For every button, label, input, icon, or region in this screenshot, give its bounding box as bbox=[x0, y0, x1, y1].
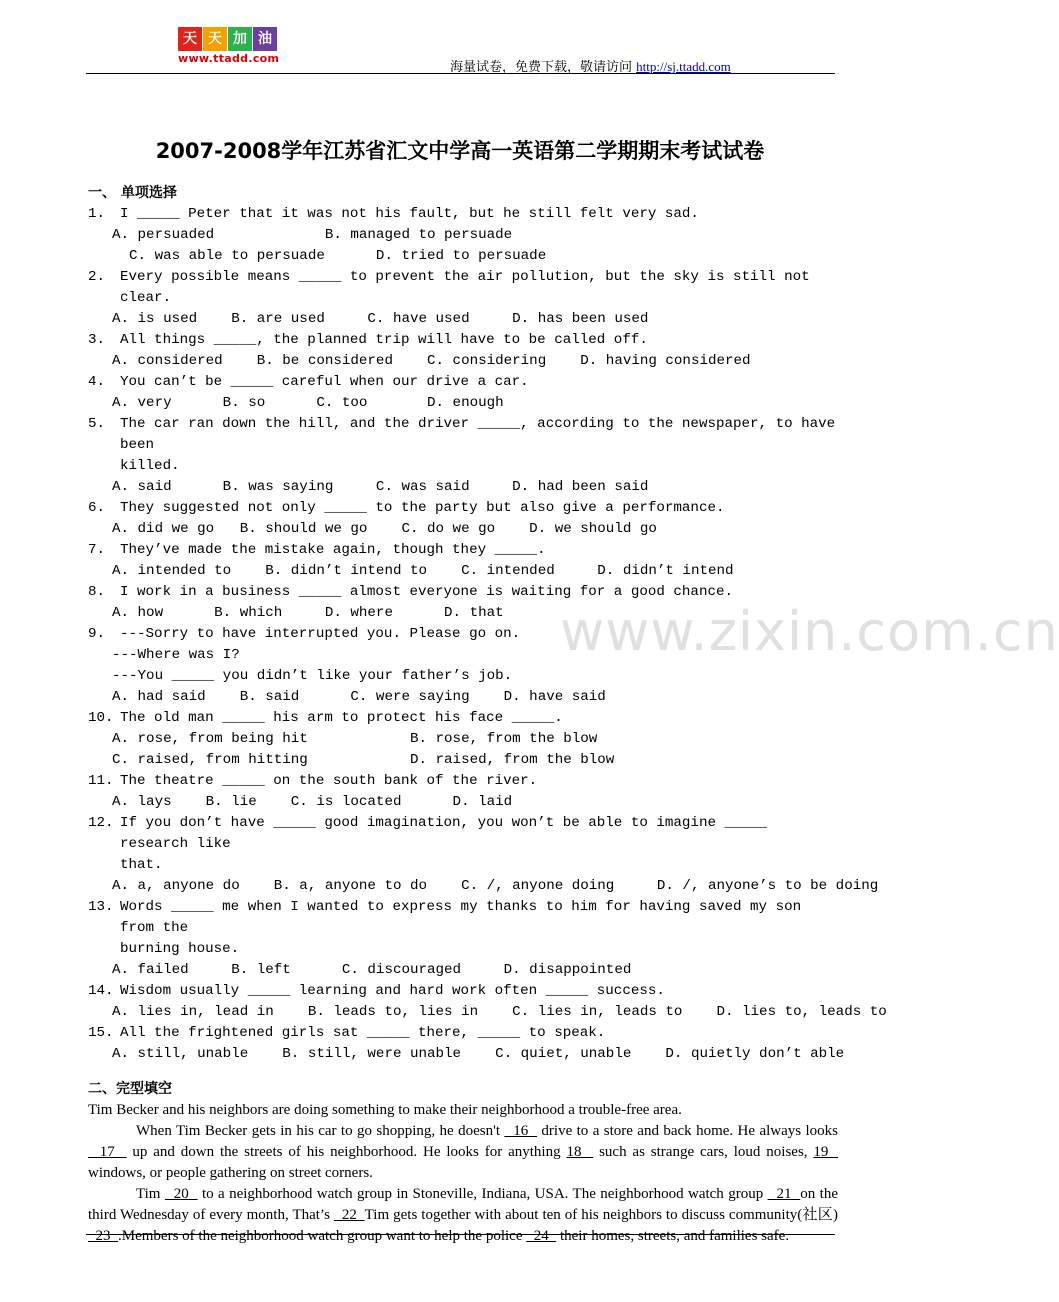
answer-options: A. intended to B. didn’t intend to C. intended D. didn’t intend bbox=[112, 563, 734, 579]
question-number: 5. bbox=[88, 416, 106, 432]
logo-char-1: 天 bbox=[178, 27, 202, 51]
cloze-text: up and down the streets of his neighborhood. He looks for anything bbox=[126, 1144, 567, 1160]
answer-options: A. rose, from being hit B. rose, from the blow bbox=[112, 731, 598, 747]
ttadd-logo[interactable] bbox=[178, 27, 279, 65]
question-number: 8. bbox=[88, 584, 106, 600]
question-text: I work in a business _____ almost everyone is waiting for a good chance. bbox=[120, 584, 733, 600]
question-text: If you don’t have _____ good imagination, you won’t be able to imagine _____ research like bbox=[120, 815, 768, 852]
question-text: The car ran down the hill, and the driver _____, according to the newspaper, to have been bbox=[120, 416, 836, 453]
question-number: 4. bbox=[88, 374, 106, 390]
question-text: Words _____ me when I wanted to express my thanks to him for having saved my son from the bbox=[120, 899, 802, 936]
cloze-text: .Members of the neighborhood watch group want to help the police bbox=[118, 1228, 527, 1244]
answer-options: A. very B. so C. too D. enough bbox=[112, 395, 504, 411]
question-number: 11. bbox=[88, 773, 114, 789]
footer-divider bbox=[86, 1234, 835, 1235]
question-line bbox=[88, 981, 838, 1002]
question-list bbox=[88, 204, 887, 1065]
question-text: that. bbox=[120, 857, 163, 873]
answer-options: C. was able to persuade D. tried to persuade bbox=[112, 248, 547, 264]
answer-options: A. did we go B. should we go C. do we go D. we should go bbox=[112, 521, 657, 537]
cloze-blank: 18 bbox=[566, 1144, 594, 1160]
question-text: The old man _____ his arm to protect his face _____. bbox=[120, 710, 563, 726]
question-line bbox=[88, 204, 838, 225]
cloze-text: Tim bbox=[136, 1186, 165, 1202]
question-line bbox=[88, 624, 838, 645]
question-number: 1. bbox=[88, 206, 106, 222]
question-number: 2. bbox=[88, 269, 106, 285]
question-number: 6. bbox=[88, 500, 106, 516]
question-line bbox=[88, 771, 838, 792]
cloze-intro: Tim Becker and his neighbors are doing something to make their neighborhood a trouble-free area. bbox=[88, 1102, 682, 1118]
question-number bbox=[88, 855, 120, 876]
answer-options: A. failed B. left C. discouraged D. disappointed bbox=[112, 962, 632, 978]
question-text: The theatre _____ on the south bank of the river. bbox=[120, 773, 538, 789]
cloze-blank: 16 bbox=[504, 1123, 537, 1139]
cloze-text: on the third Wednesday of every month, That’s bbox=[88, 1186, 838, 1223]
question-line bbox=[88, 414, 838, 456]
question-text: You can’t be _____ careful when our drive a car. bbox=[120, 374, 529, 390]
question-line bbox=[88, 330, 838, 351]
question-text: Wisdom usually _____ learning and hard work often _____ success. bbox=[120, 983, 665, 999]
header-divider bbox=[86, 73, 835, 74]
cloze-blank: 24 bbox=[526, 1228, 557, 1244]
answer-options: A. a, anyone do B. a, anyone to do C. /, anyone doing D. /, anyone’s to be doing bbox=[112, 878, 879, 894]
cloze-text: Tim gets together with about ten of his neighbors to discuss community(社区) bbox=[364, 1207, 838, 1223]
tagline-text: 海量试卷，免费下载，敬请访问 bbox=[450, 60, 637, 75]
cloze-text: When Tim Becker gets in his car to go shopping, he doesn't bbox=[136, 1123, 505, 1139]
question-number: 15. bbox=[88, 1025, 114, 1041]
question-text: They’ve made the mistake again, though they _____. bbox=[120, 542, 546, 558]
logo-char-3: 加 bbox=[228, 27, 252, 51]
section-2-heading: 二、完型填空 bbox=[88, 1081, 172, 1097]
question-text: burning house. bbox=[120, 941, 240, 957]
question-number: 13. bbox=[88, 899, 114, 915]
answer-options: A. still, unable B. still, were unable C. quiet, unable D. quietly don’t able bbox=[112, 1046, 845, 1062]
question-line bbox=[88, 267, 838, 309]
question-text: Every possible means _____ to prevent the air pollution, but the sky is still not clear. bbox=[120, 269, 810, 306]
site-link[interactable]: http://sj.ttadd.com bbox=[636, 59, 731, 74]
answer-options: A. lies in, lead in B. leads to, lies in C. lies in, leads to D. lies to, leads to bbox=[112, 1004, 887, 1020]
question-number: 7. bbox=[88, 542, 106, 558]
question-text: I _____ Peter that it was not his fault, but he still felt very sad. bbox=[120, 206, 699, 222]
answer-options: A. is used B. are used C. have used D. has been used bbox=[112, 311, 649, 327]
question-number: 14. bbox=[88, 983, 114, 999]
cloze-text: windows, or people gathering on street corners. bbox=[88, 1165, 373, 1181]
question-number: 12. bbox=[88, 815, 114, 831]
logo-char-4: 油 bbox=[253, 27, 277, 51]
question-line bbox=[88, 372, 838, 393]
cloze-blank: 20 bbox=[164, 1186, 198, 1202]
question-text: ---Sorry to have interrupted you. Please go on. bbox=[120, 626, 521, 642]
answer-options: A. persuaded B. managed to persuade bbox=[112, 227, 513, 243]
exam-content bbox=[88, 183, 887, 1247]
question-line bbox=[88, 582, 838, 603]
cloze-text: their homes, streets, and families safe. bbox=[556, 1228, 790, 1244]
logo-char-2: 天 bbox=[203, 27, 227, 51]
question-number: 9. bbox=[88, 626, 106, 642]
answer-options: A. how B. which D. where D. that bbox=[112, 605, 504, 621]
cloze-paragraph-1 bbox=[88, 1121, 838, 1184]
answer-options: C. raised, from hitting D. raised, from the blow bbox=[112, 752, 615, 768]
question-number bbox=[88, 456, 120, 477]
answer-options: A. lays B. lie C. is located D. laid bbox=[112, 794, 513, 810]
question-text: They suggested not only _____ to the party but also give a performance. bbox=[120, 500, 725, 516]
answer-options: A. said B. was saying C. was said D. had been said bbox=[112, 479, 649, 495]
question-line bbox=[88, 708, 838, 729]
cloze-text: such as strange cars, loud noises, bbox=[593, 1144, 814, 1160]
question-line bbox=[88, 456, 838, 477]
question-text: killed. bbox=[120, 458, 180, 474]
question-line bbox=[88, 498, 838, 519]
section-1-heading: 一、 单项选择 bbox=[88, 185, 177, 201]
question-text: All the frightened girls sat _____ there, _____ to speak. bbox=[120, 1025, 606, 1041]
cloze-blank: 17 bbox=[88, 1144, 127, 1160]
cloze-paragraph-2 bbox=[88, 1184, 838, 1247]
cloze-text: to a neighborhood watch group in Stoneville, Indiana, USA. The neighborhood watch group bbox=[197, 1186, 768, 1202]
answer-options: A. considered B. be considered C. considering D. having considered bbox=[112, 353, 751, 369]
logo-url: www.ttadd.com bbox=[178, 52, 280, 65]
question-line bbox=[88, 897, 838, 939]
page-title: 2007-2008学年江苏省汇文中学高一英语第二学期期末考试试卷 bbox=[155, 139, 765, 163]
answer-options: A. had said B. said C. were saying D. have said bbox=[112, 689, 606, 705]
question-number: 10. bbox=[88, 710, 114, 726]
question-line bbox=[88, 939, 838, 960]
watermark: www.zixin.com.cn bbox=[560, 600, 1059, 663]
cloze-blank: 22 bbox=[333, 1207, 365, 1223]
question-line bbox=[88, 1023, 838, 1044]
cloze-blank: 23 bbox=[88, 1228, 118, 1244]
dialogue-line: ---You _____ you didn’t like your father’s job. bbox=[112, 668, 513, 684]
question-number: 3. bbox=[88, 332, 106, 348]
cloze-text: drive to a store and back home. He always looks bbox=[537, 1123, 839, 1139]
question-line bbox=[88, 540, 838, 561]
question-number bbox=[88, 939, 120, 960]
question-line bbox=[88, 813, 838, 855]
question-text: All things _____, the planned trip will have to be called off. bbox=[120, 332, 648, 348]
cloze-blank: 19 bbox=[813, 1144, 839, 1160]
dialogue-line: ---Where was I? bbox=[112, 647, 240, 663]
question-line bbox=[88, 855, 838, 876]
cloze-blank: 21 bbox=[767, 1186, 801, 1202]
page-header bbox=[0, 0, 920, 78]
